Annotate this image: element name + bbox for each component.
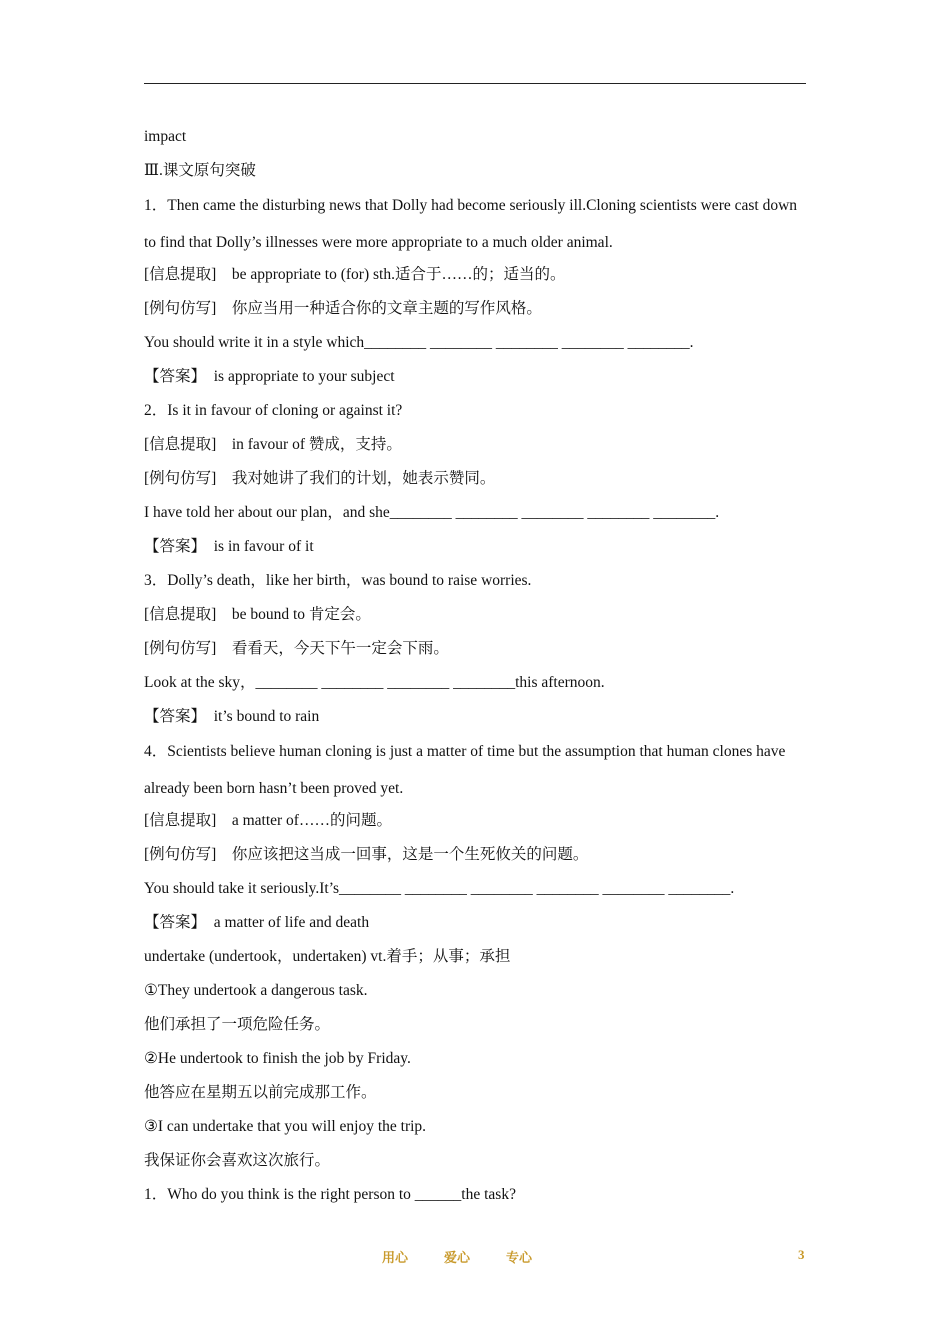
example-sentence: ③I can undertake that you will enjoy the trip.: [144, 1118, 427, 1135]
example-prompt: [例句仿写] 我对她讲了我们的计划，她表示赞同。: [144, 470, 496, 487]
source-sentence: 2．Is it in favour of cloning or against it?: [144, 402, 403, 419]
source-sentence: 3．Dolly’s death，like her birth，was bound to raise worries.: [144, 572, 532, 589]
text-line: impact: [144, 128, 187, 145]
header-rule: [144, 83, 806, 84]
exercise-question: 1．Who do you think is the right person to ______the task?: [144, 1186, 516, 1203]
slogan-word: 专心: [506, 1251, 533, 1266]
answer: 【答案】 is appropriate to your subject: [144, 368, 395, 385]
fill-in-blank: You should write it in a style which________ ________ ________ ________ ________.: [144, 334, 694, 351]
vocabulary-entry: undertake (undertook，undertaken) vt.着手；从事；承担: [144, 948, 511, 965]
example-translation: 他答应在星期五以前完成那工作。: [144, 1084, 377, 1101]
info-extraction: [信息提取] in favour of 赞成，支持。: [144, 436, 402, 453]
example-prompt: [例句仿写] 你应当用一种适合你的文章主题的写作风格。: [144, 300, 542, 317]
info-extraction: [信息提取] be appropriate to (for) sth.适合于……的；适当的。: [144, 266, 566, 283]
document-body: [144, 124, 808, 1216]
info-extraction: [信息提取] be bound to 肯定会。: [144, 606, 371, 623]
example-prompt: [例句仿写] 看看天，今天下午一定会下雨。: [144, 640, 449, 657]
answer: 【答案】 it’s bound to rain: [144, 708, 320, 725]
page-number: 3: [798, 1247, 805, 1262]
example-translation: 我保证你会喜欢这次旅行。: [144, 1152, 331, 1169]
source-sentence: 1．Then came the disturbing news that Dolly had become seriously ill.Cloning scientists were cast down to find that Dolly’s illnesses were more appropriate to a much older animal.: [144, 197, 798, 251]
fill-in-blank: You should take it seriously.It’s________ ________ ________ ________ ________ ________.: [144, 880, 735, 897]
example-sentence: ①They undertook a dangerous task.: [144, 982, 368, 999]
fill-in-blank: I have told her about our plan，and she________ ________ ________ ________ ________.: [144, 504, 720, 521]
footer-slogan: [382, 1247, 568, 1266]
section-heading: Ⅲ.课文原句突破: [144, 162, 256, 179]
info-extraction: [信息提取] a matter of……的问题。: [144, 812, 392, 829]
slogan-word: 爱心: [444, 1251, 471, 1266]
slogan-word: 用心: [382, 1251, 409, 1266]
page-footer: [0, 1247, 950, 1269]
example-translation: 他们承担了一项危险任务。: [144, 1016, 331, 1033]
example-prompt: [例句仿写] 你应该把这当成一回事，这是一个生死攸关的问题。: [144, 846, 589, 863]
source-sentence: 4．Scientists believe human cloning is just a matter of time but the assumption that human clones have already been born hasn’t been proved yet.: [144, 743, 786, 797]
example-sentence: ②He undertook to finish the job by Friday.: [144, 1050, 411, 1067]
answer: 【答案】 a matter of life and death: [144, 914, 370, 931]
fill-in-blank: Look at the sky，________ ________ ________ ________this afternoon.: [144, 674, 605, 691]
answer: 【答案】 is in favour of it: [144, 538, 314, 555]
